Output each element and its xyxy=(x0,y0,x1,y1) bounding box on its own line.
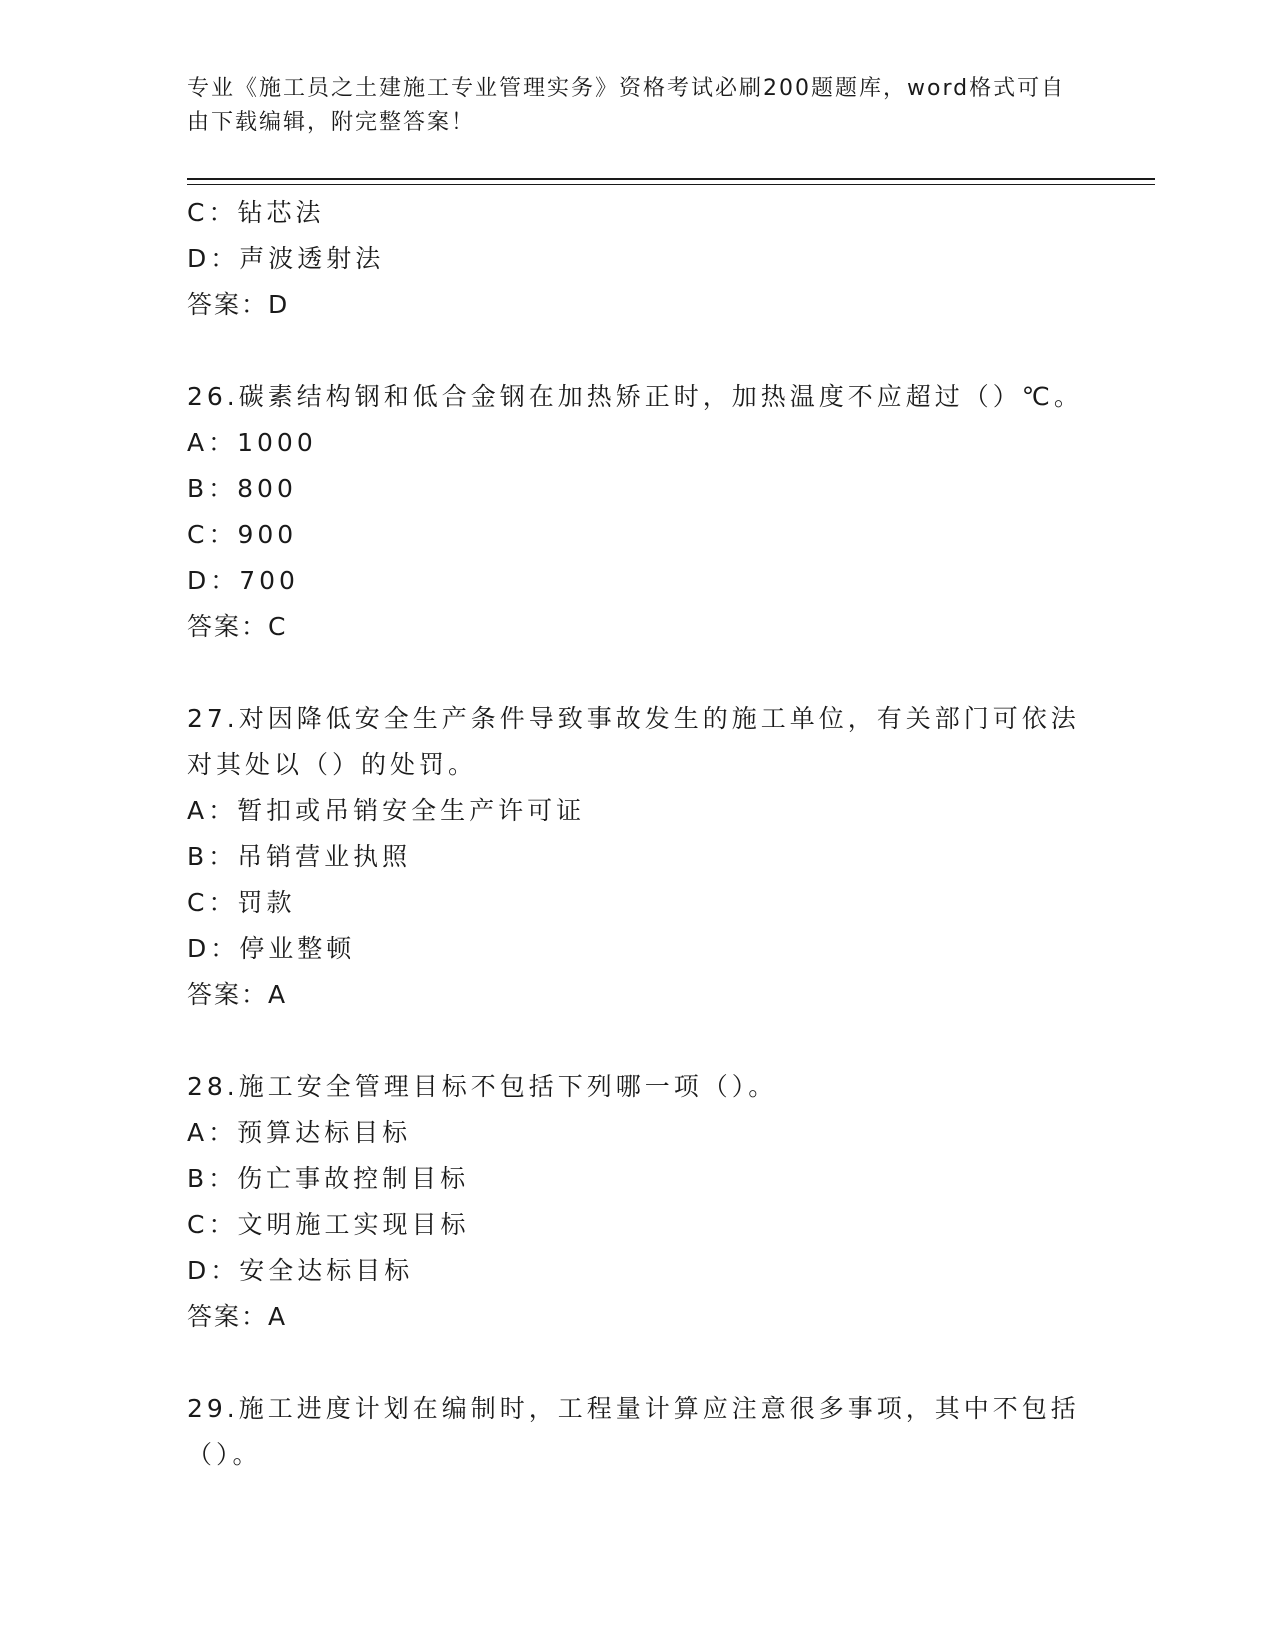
header-rule xyxy=(187,178,1155,180)
question-26 xyxy=(187,374,1087,650)
answer: 答案：A xyxy=(187,1302,288,1331)
question-text: 27.对因降低安全生产条件导致事故发生的施工单位，有关部门可依法对其处以（）的处罚。 xyxy=(187,704,1080,779)
option-c: C：钻芯法 xyxy=(187,198,325,227)
option-c: C：文明施工实现目标 xyxy=(187,1210,470,1239)
page-header: 专业《施工员之土建施工专业管理实务》资格考试必刷200题题库，word格式可自由下载编辑，附完整答案！ xyxy=(187,76,1066,135)
option-d: D：声波透射法 xyxy=(187,244,385,273)
option-a: A：1000 xyxy=(187,428,317,457)
question-text: 29.施工进度计划在编制时，工程量计算应注意很多事项，其中不包括（）。 xyxy=(187,1394,1080,1469)
question-28 xyxy=(187,1064,1087,1340)
answer: 答案：C xyxy=(187,612,288,641)
option-b: B：800 xyxy=(187,474,297,503)
option-b: B：吊销营业执照 xyxy=(187,842,412,871)
answer: 答案：D xyxy=(187,290,290,319)
option-b: B：伤亡事故控制目标 xyxy=(187,1164,470,1193)
question-29 xyxy=(187,1386,1087,1478)
option-d: D：安全达标目标 xyxy=(187,1256,414,1285)
option-a: A：暂扣或吊销安全生产许可证 xyxy=(187,796,586,825)
option-d: D：停业整顿 xyxy=(187,934,356,963)
question-27 xyxy=(187,696,1087,1018)
answer: 答案：A xyxy=(187,980,288,1009)
header-rule-thin xyxy=(187,184,1155,185)
option-c: C：罚款 xyxy=(187,888,296,917)
option-a: A：预算达标目标 xyxy=(187,1118,412,1147)
question-text: 26.碳素结构钢和低合金钢在加热矫正时，加热温度不应超过（）℃。 xyxy=(187,382,1083,411)
option-c: C：900 xyxy=(187,520,298,549)
document-body xyxy=(187,190,1087,1478)
option-d: D：700 xyxy=(187,566,299,595)
question-text: 28.施工安全管理目标不包括下列哪一项（）。 xyxy=(187,1072,778,1101)
